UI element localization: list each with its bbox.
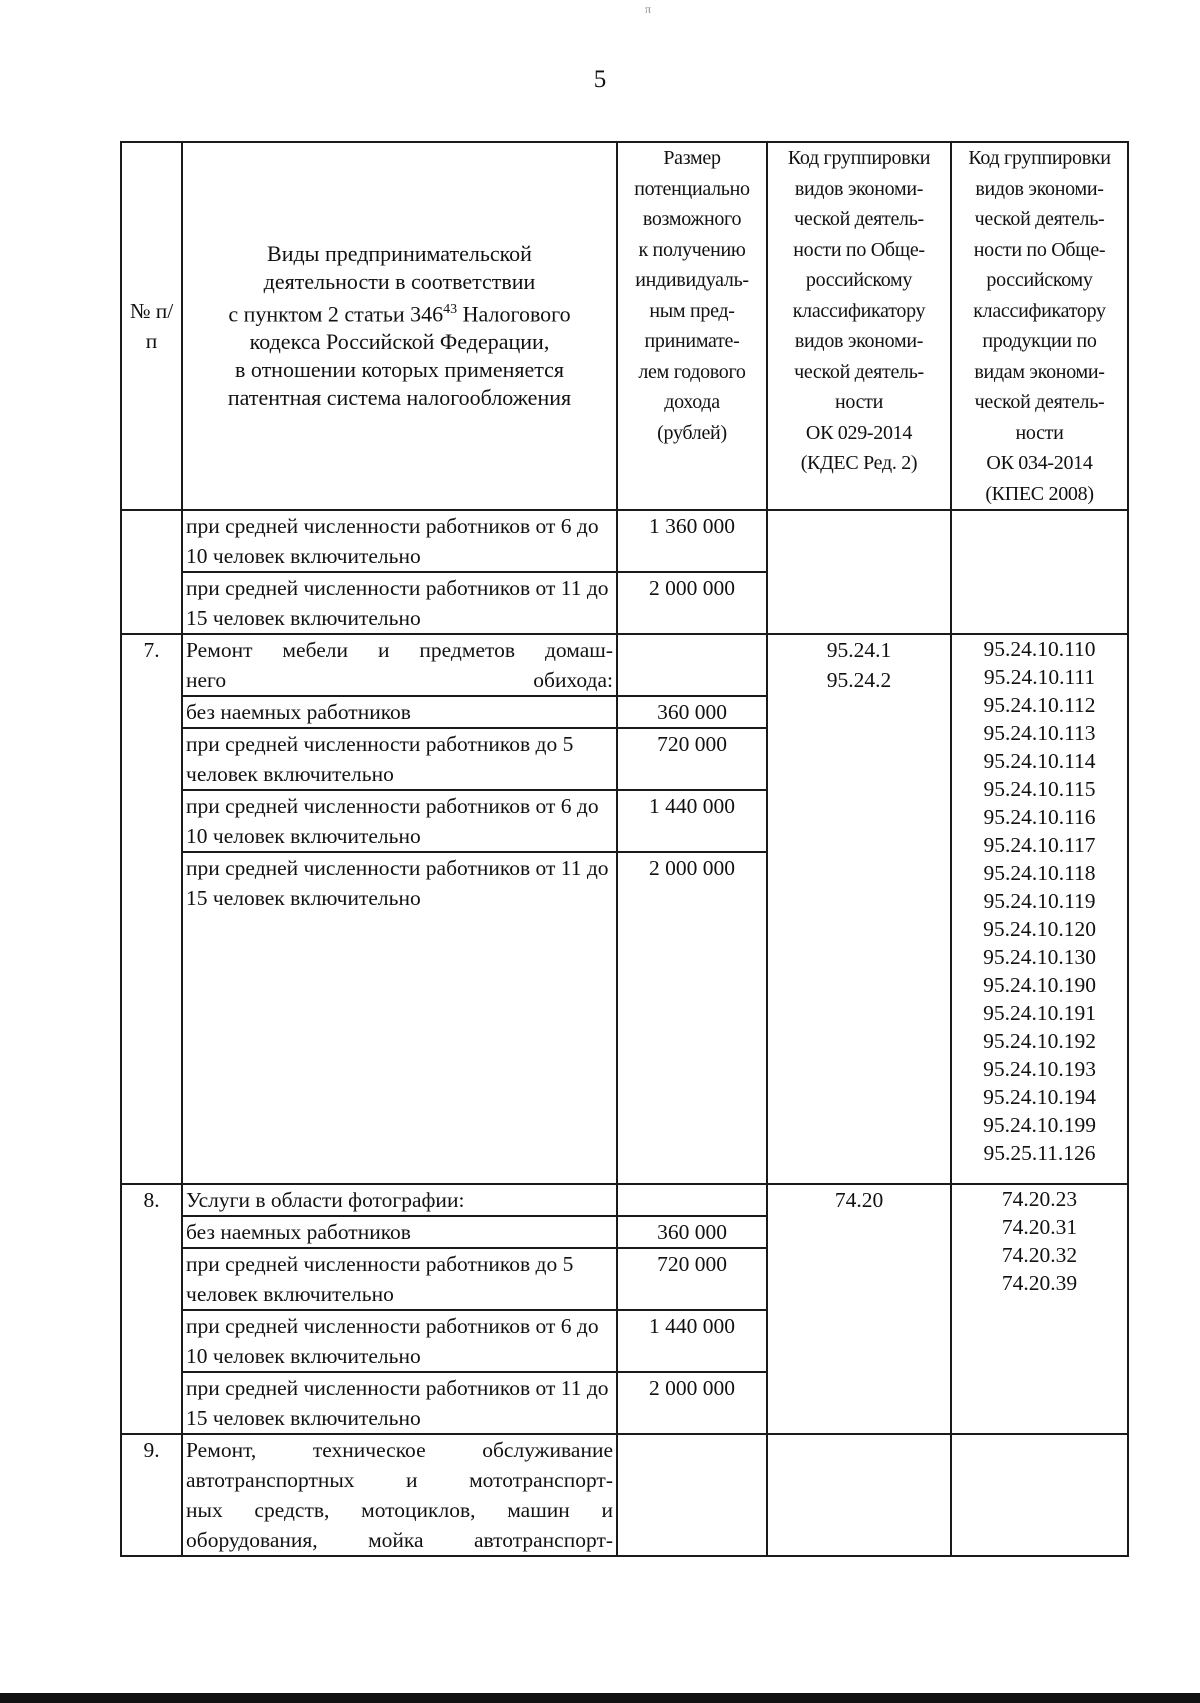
row-description: при средней численности работников до 5 человек включительно <box>182 728 617 790</box>
row-amount: 1 440 000 <box>617 790 767 852</box>
row-amount: 1 440 000 <box>617 1310 767 1372</box>
row-description: при средней численности работников от 6 до 10 человек включительно <box>182 790 617 852</box>
row-amount: 720 000 <box>617 728 767 790</box>
table-row <box>121 1434 1128 1556</box>
item-7-okved: 95.24.1 95.24.2 <box>767 634 951 1184</box>
patent-activities-table <box>120 141 1129 1557</box>
row-num-empty <box>121 510 182 634</box>
item-8-number: 8. <box>121 1184 182 1434</box>
row-amount: 360 000 <box>617 696 767 728</box>
item-9-amount <box>617 1434 767 1556</box>
header-okpd: Код группировки видов экономи- ческой деятель- ности по Обще- российскому классификатору продукции по видам экономи- ческой деятель- ности ОК 034-2014 (КПЕС 2008) <box>951 142 1128 510</box>
row-amount: 1 360 000 <box>617 510 767 572</box>
item-7-okpd: 95.24.10.110 95.24.10.111 95.24.10.112 95.24.10.113 95.24.10.114 95.24.10.115 95.24.10.116 95.24.10.117 95.24.10.118 95.24.10.119 95.24.10.120 95.24.10.130 95.24.10.190 95.24.10.191 95.24.10.192 95.24.10.193 95.24.10.194 95.24.10.199 95.25.11.126 <box>951 634 1128 1184</box>
header-okved: Код группировки видов экономи- ческой деятель- ности по Обще- российскому классификатору видов экономи- ческой деятель- ности ОК 029-2014 (КДЕС Ред. 2) <box>767 142 951 510</box>
header-activity: Виды предпринимательской деятельности в соответствии с пунктом 2 статьи $346^{43}$ Налогового кодекса Российской Федерации, в отношении которых применяется патентная система налогообложения <box>182 142 617 510</box>
table-row <box>121 510 1128 572</box>
table-row <box>121 634 1128 696</box>
item-8-title-amount <box>617 1184 767 1216</box>
table-row <box>121 1184 1128 1216</box>
item-9-okpd <box>951 1434 1128 1556</box>
row-description: при средней численности работников до 5 человек включительно <box>182 1248 617 1310</box>
header-num: № п/п <box>121 142 182 510</box>
row-okpd-empty <box>951 510 1128 634</box>
row-amount: 360 000 <box>617 1216 767 1248</box>
item-8-okpd: 74.20.23 74.20.31 74.20.32 74.20.39 <box>951 1184 1128 1434</box>
row-description: при средней численности работников от 11 до 15 человек включительно <box>182 1372 617 1434</box>
item-7-title: Ремонт мебели и предметов домаш- него обихода: <box>182 634 617 696</box>
row-amount: 2 000 000 <box>617 1372 767 1434</box>
row-amount: 720 000 <box>617 1248 767 1310</box>
item-7-number: 7. <box>121 634 182 1184</box>
row-description: при средней численности работников от 6 до 10 человек включительно <box>182 1310 617 1372</box>
table-header-row <box>121 142 1128 510</box>
row-description: при средней численности работников от 11 до 15 человек включительно <box>182 852 617 1184</box>
item-9-number: 9. <box>121 1434 182 1556</box>
item-7-title-amount <box>617 634 767 696</box>
row-description: без наемных работников <box>182 696 617 728</box>
row-description: без наемных работников <box>182 1216 617 1248</box>
item-9-okved <box>767 1434 951 1556</box>
scan-bottom-edge <box>0 1693 1200 1703</box>
page-number: 5 <box>593 66 607 93</box>
row-okved-empty <box>767 510 951 634</box>
scan-mark: π <box>645 2 652 16</box>
row-amount: 2 000 000 <box>617 572 767 634</box>
row-description: при средней численности работников от 6 до 10 человек включительно <box>182 510 617 572</box>
item-8-okved: 74.20 <box>767 1184 951 1434</box>
header-income: Размер потенциально возможного к получению индивидуаль- ным пред- принимате- лем годового дохода (рублей) <box>617 142 767 510</box>
row-description: при средней численности работников от 11 до 15 человек включительно <box>182 572 617 634</box>
item-8-title: Услуги в области фотографии: <box>182 1184 617 1216</box>
row-amount: 2 000 000 <box>617 852 767 1184</box>
item-9-title: Ремонт, техническое обслуживание автотранспортных и мототранспорт- ных средств, мотоциклов, машин и оборудования, мойка автотранспорт- <box>182 1434 617 1556</box>
